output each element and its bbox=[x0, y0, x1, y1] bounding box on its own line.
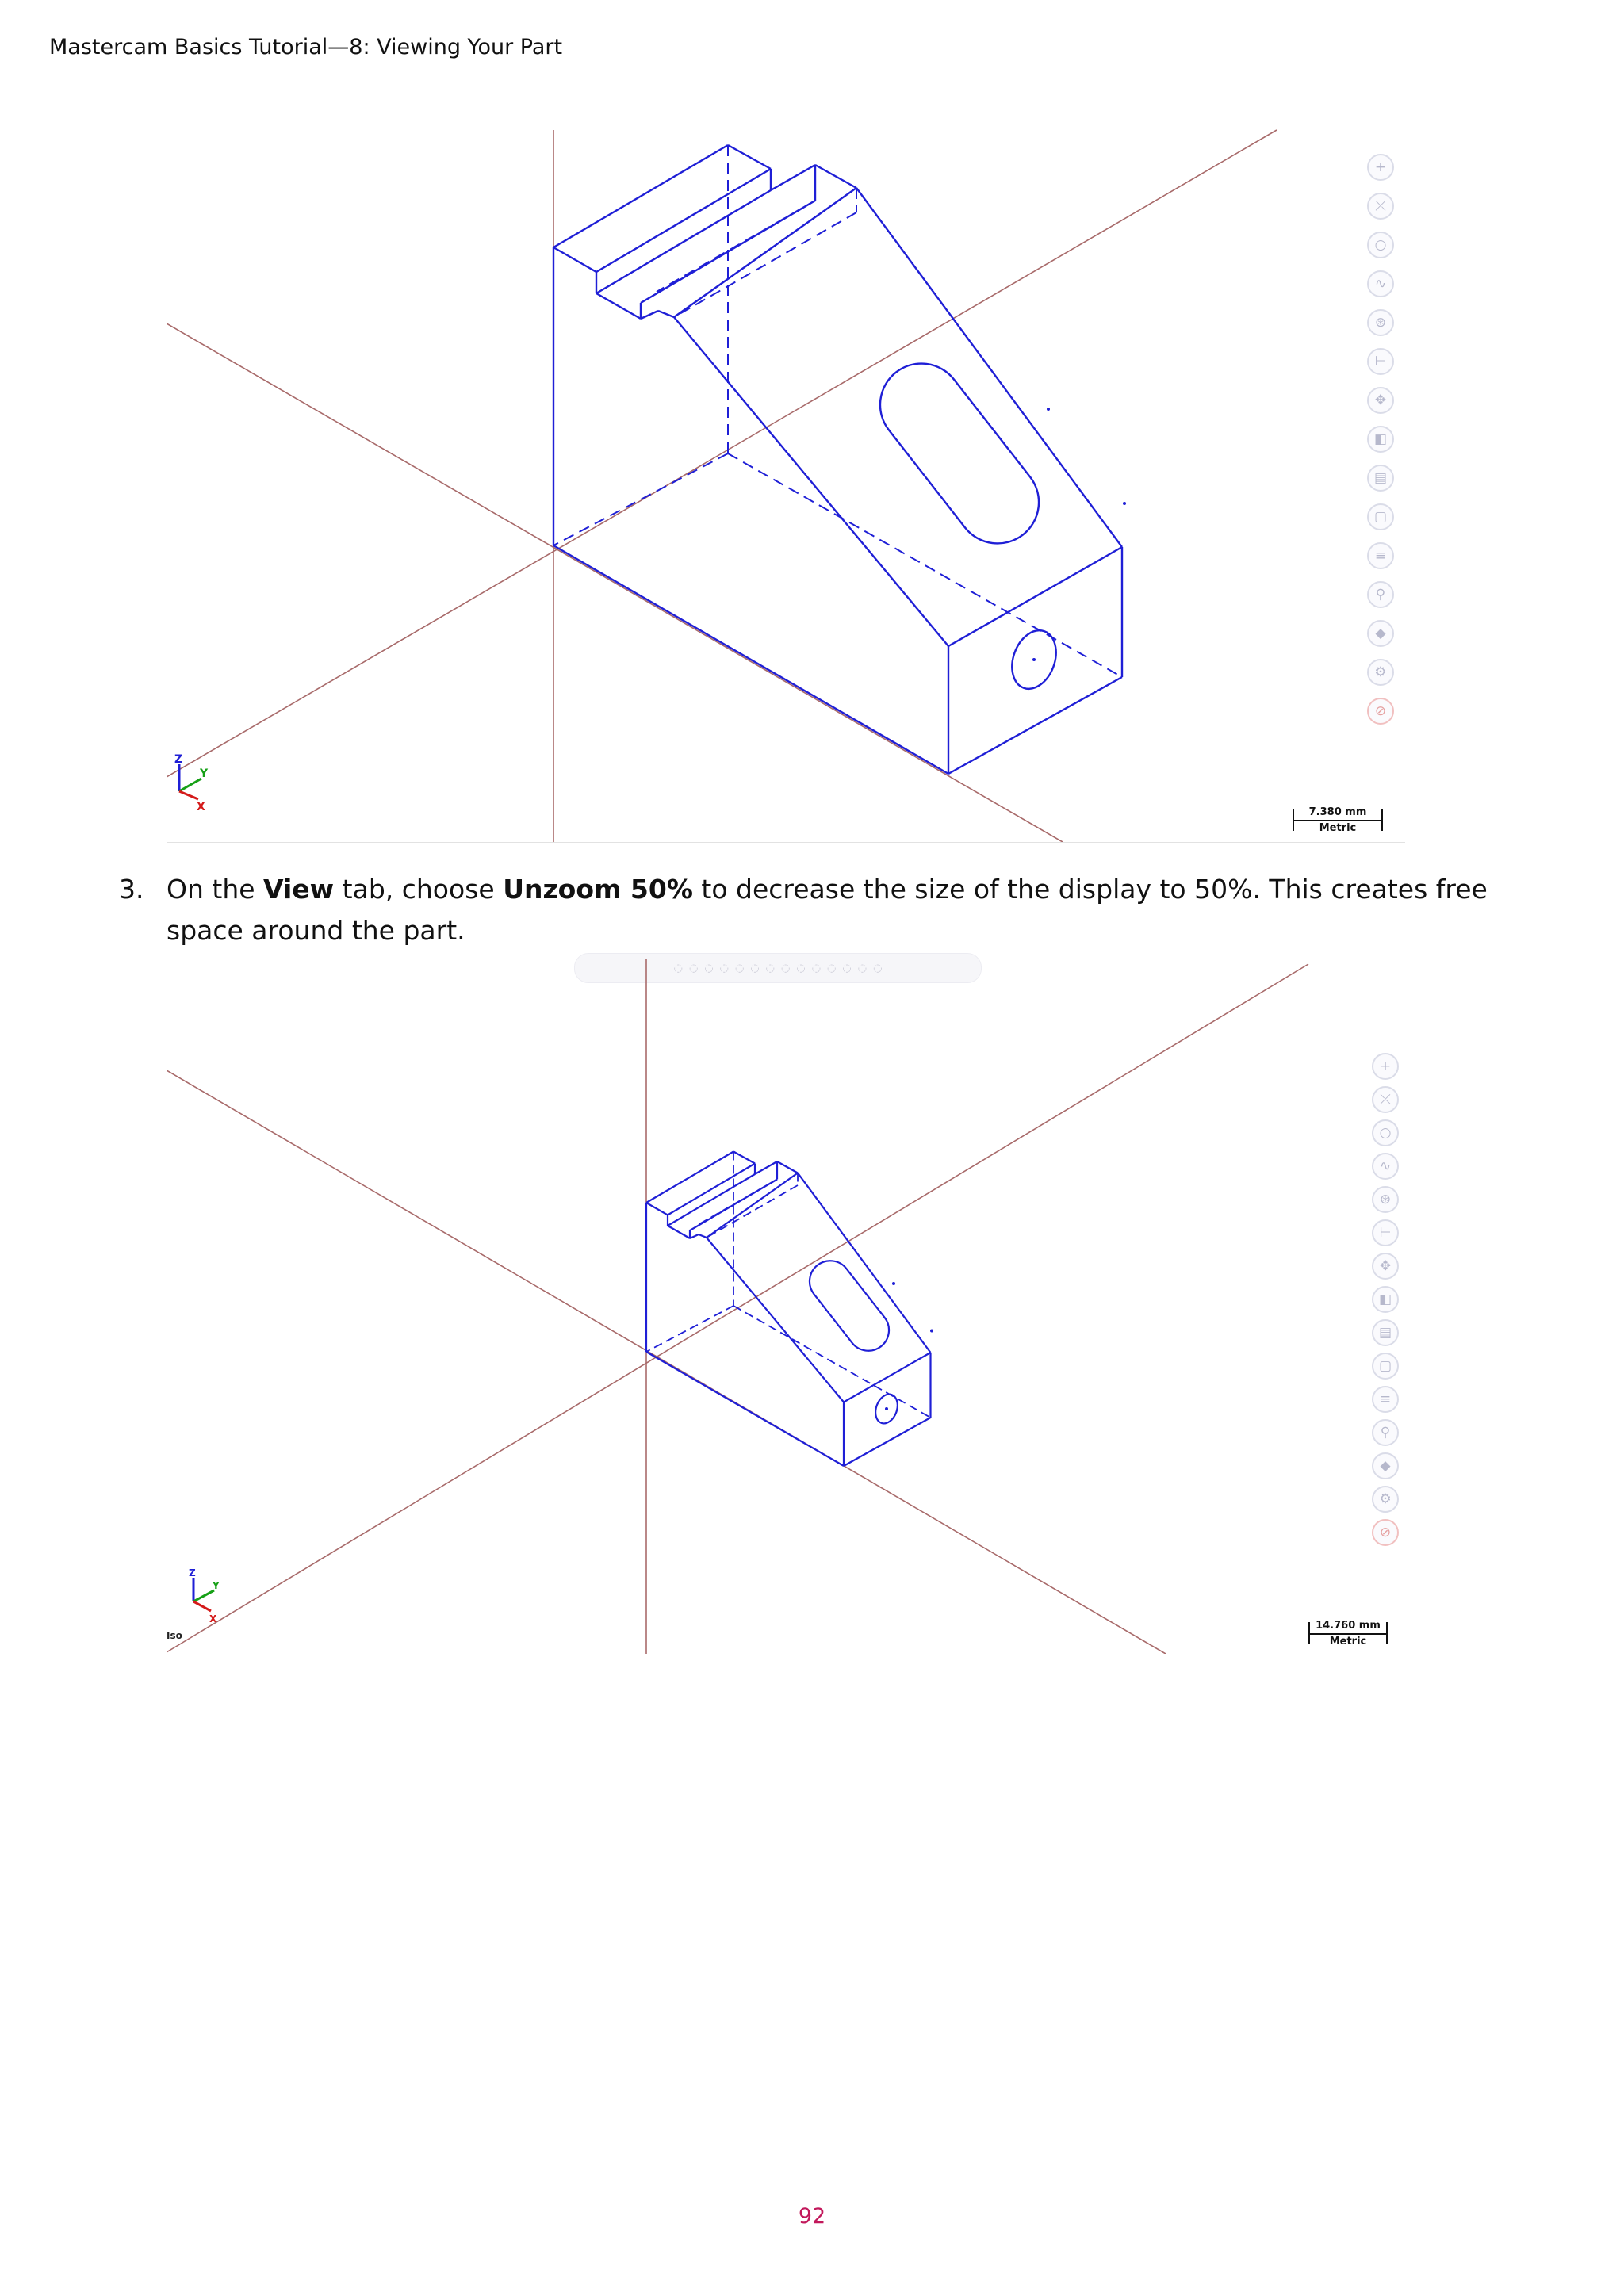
shade-icon[interactable]: ◆ bbox=[1372, 1452, 1399, 1479]
axis-triad-2 bbox=[189, 1567, 220, 1624]
triad-z-label: Z bbox=[189, 1567, 196, 1578]
frame-icon[interactable]: ▢ bbox=[1367, 503, 1394, 530]
step-3 bbox=[119, 869, 1515, 951]
wireframe-part-2 bbox=[167, 959, 1405, 1654]
transform-icon[interactable]: ⊛ bbox=[1372, 1186, 1399, 1213]
step-number: 3. bbox=[119, 874, 144, 905]
cancel-icon[interactable]: ⊘ bbox=[1367, 698, 1394, 725]
layers-icon[interactable]: ▤ bbox=[1367, 465, 1394, 492]
pan-icon[interactable]: ✥ bbox=[1367, 387, 1394, 414]
scale-unit: Metric bbox=[1319, 822, 1357, 834]
view-name-label: Iso bbox=[167, 1630, 182, 1641]
triad-x-label: X bbox=[209, 1613, 217, 1624]
triad-y-label: Y bbox=[200, 767, 209, 780]
dimension-icon[interactable]: ⊢ bbox=[1367, 348, 1394, 375]
world-axes bbox=[167, 959, 1308, 1654]
part-outline bbox=[553, 145, 1122, 774]
scale-indicator-1 bbox=[1293, 807, 1383, 834]
filter-icon[interactable]: ⚲ bbox=[1367, 581, 1394, 608]
settings-icon[interactable]: ⚙ bbox=[1367, 659, 1394, 686]
cross-lines-icon[interactable]: ⤫ bbox=[1372, 1086, 1399, 1113]
filter-icon[interactable]: ⚲ bbox=[1372, 1419, 1399, 1446]
dimension-icon[interactable]: ⊢ bbox=[1372, 1219, 1399, 1246]
curve-icon[interactable]: ∿ bbox=[1367, 270, 1394, 297]
settings-icon[interactable]: ⚙ bbox=[1372, 1486, 1399, 1513]
circle-icon[interactable]: ○ bbox=[1367, 232, 1394, 258]
scale-unit: Metric bbox=[1329, 1636, 1367, 1647]
cancel-icon[interactable]: ⊘ bbox=[1372, 1519, 1399, 1546]
wireframe-part-1 bbox=[167, 127, 1405, 842]
level-icon[interactable]: ≡ bbox=[1367, 542, 1394, 569]
scale-indicator-2 bbox=[1308, 1621, 1388, 1647]
cube-icon[interactable]: ◧ bbox=[1367, 426, 1394, 453]
unzoom-command-name: Unzoom 50% bbox=[503, 874, 693, 905]
faded-toolbar: ◌ ◌ ◌ ◌ ◌ ◌ ◌ ◌ ◌ ◌ ◌ ◌ ◌ ◌ bbox=[574, 953, 982, 983]
triad-x-label: X bbox=[197, 801, 205, 813]
level-icon[interactable]: ≡ bbox=[1372, 1386, 1399, 1413]
transform-icon[interactable]: ⊛ bbox=[1367, 309, 1394, 336]
triad-z-label: Z bbox=[174, 753, 183, 766]
faded-icon: ◌ bbox=[673, 962, 683, 974]
graphics-viewport-1[interactable] bbox=[167, 127, 1405, 843]
cross-lines-icon[interactable]: ⤫ bbox=[1367, 193, 1394, 220]
view-tab-name: View bbox=[263, 874, 335, 905]
scale-value: 7.380 mm bbox=[1308, 806, 1367, 818]
add-icon[interactable]: + bbox=[1367, 154, 1394, 181]
layers-icon[interactable]: ▤ bbox=[1372, 1319, 1399, 1346]
cube-icon[interactable]: ◧ bbox=[1372, 1286, 1399, 1313]
world-axes bbox=[167, 130, 1277, 842]
page-number: 92 bbox=[798, 2204, 826, 2229]
page-header: Mastercam Basics Tutorial—8: Viewing Your Part bbox=[49, 35, 563, 59]
step-text: On the View tab, choose Unzoom 50% to decrease the size of the display to 50%. This creates free space around the part. bbox=[167, 874, 1488, 946]
add-icon[interactable]: + bbox=[1372, 1053, 1399, 1080]
pan-icon[interactable]: ✥ bbox=[1372, 1253, 1399, 1280]
curve-icon[interactable]: ∿ bbox=[1372, 1153, 1399, 1180]
graphics-viewport-2[interactable] bbox=[167, 959, 1405, 1654]
scale-value: 14.760 mm bbox=[1316, 1620, 1381, 1632]
circle-icon[interactable]: ○ bbox=[1372, 1119, 1399, 1146]
frame-icon[interactable]: ▢ bbox=[1372, 1353, 1399, 1380]
shade-icon[interactable]: ◆ bbox=[1367, 620, 1394, 647]
triad-y-label: Y bbox=[213, 1580, 220, 1591]
